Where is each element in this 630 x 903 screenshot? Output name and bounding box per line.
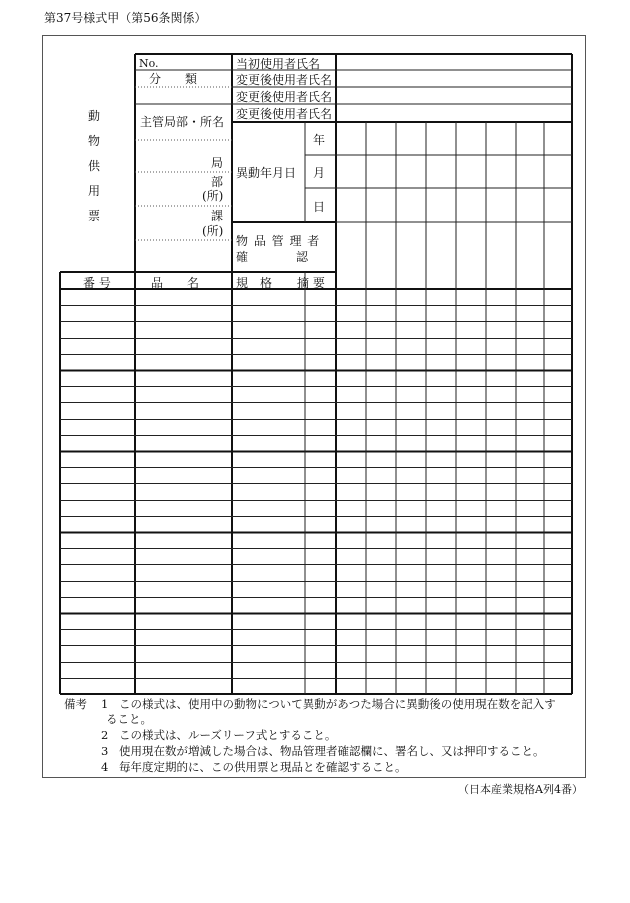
manager-confirm-line2: 確 認: [236, 250, 309, 264]
section-label: 課: [211, 209, 224, 223]
note-text: ること。: [106, 712, 152, 726]
category-label: 分 類: [149, 72, 198, 86]
note-text: この様式は、使用中の動物について異動があつた場合に異動後の使用現在数を記入す: [119, 697, 556, 711]
day-label: 日: [313, 200, 326, 214]
col-header-item-name: 品 名: [151, 276, 200, 290]
footer-standard: （日本産業規格A列4番）: [458, 783, 583, 796]
no-label: No.: [139, 57, 159, 70]
original-user-label: 当初使用者氏名: [236, 57, 321, 71]
bureau-label: 局: [211, 156, 224, 170]
year-label: 年: [313, 133, 326, 147]
month-label: 月: [313, 166, 326, 180]
col-header-number: 番 号: [83, 276, 111, 290]
col-header-summary: 摘 要: [297, 276, 325, 290]
thin-lines: [60, 70, 572, 694]
note-num: 2: [101, 728, 109, 742]
vertical-title: [86, 107, 102, 232]
change-date-label: 異動年月日: [236, 166, 297, 180]
changed-user-label-1: 変更後使用者氏名: [236, 73, 333, 87]
manager-confirm-line1: 物 品 管 理 者: [236, 234, 321, 248]
note-text: この様式は、ルーズリーフ式とすること。: [119, 728, 337, 742]
form-header: 第37号様式甲（第56条関係）: [44, 11, 207, 25]
notes-label: 備考: [64, 697, 87, 711]
note-num: 3: [101, 744, 109, 758]
col-header-spec: 規 格: [236, 276, 273, 290]
section-suffix: (所): [202, 224, 224, 238]
note-text: 使用現在数が増減した場合は、物品管理者確認欄に、署名し、又は押印すること。: [119, 744, 545, 758]
title-char: 用: [87, 184, 100, 198]
title-char: 物: [87, 134, 100, 148]
title-char: 動: [87, 109, 100, 123]
dept-label: 主管局部・所名: [140, 115, 225, 129]
changed-user-label-3: 変更後使用者氏名: [236, 107, 333, 121]
note-text: 毎年度定期的に、この供用票と現品とを確認すること。: [119, 760, 407, 774]
title-char: 供: [87, 159, 100, 173]
title-char: 票: [87, 209, 100, 223]
note-num: 4: [101, 760, 109, 774]
division-label: 部: [211, 175, 224, 189]
changed-user-label-2: 変更後使用者氏名: [236, 90, 333, 104]
note-num: 1: [101, 697, 109, 711]
division-suffix: (所): [202, 189, 224, 203]
